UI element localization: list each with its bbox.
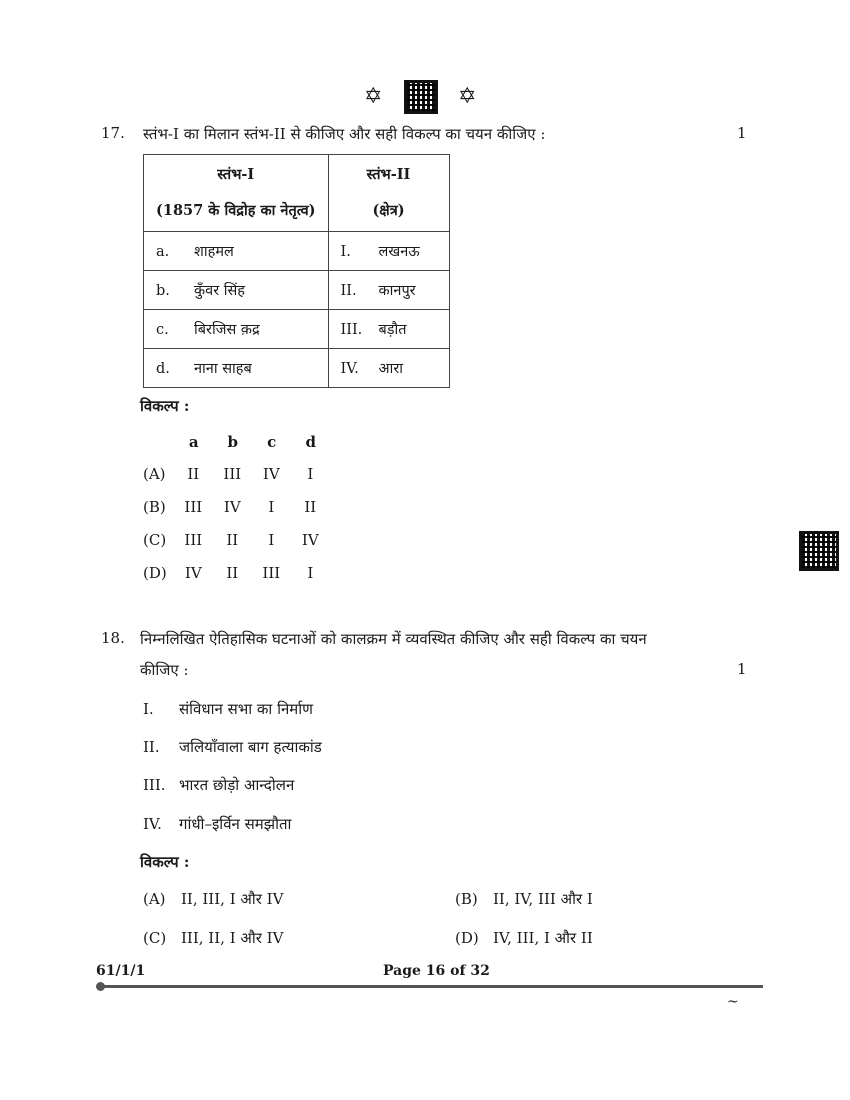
- q17-option-a: (A) II III IV I: [143, 465, 314, 483]
- q18-event: IV. गांधी–इर्विन समझौता: [143, 815, 292, 833]
- q17-option-header: a b c d: [188, 433, 316, 451]
- page-number: Page 16 of 32: [383, 963, 490, 979]
- q18-text-line1: निम्नलिखित ऐतिहासिक घटनाओं को कालक्रम में व्यवस्थित कीजिए और सही विकल्प का चयन: [140, 630, 647, 648]
- star-of-david-icon-left: ✡: [364, 84, 383, 109]
- q17-text: स्तंभ-I का मिलान स्तंभ-II से कीजिए और सही विकल्प का चयन कीजिए :: [143, 125, 546, 143]
- footer-tilde: ~: [727, 994, 739, 1010]
- q18-number: 18.: [101, 629, 125, 647]
- q18-option-b: (B) II, IV, III और I: [455, 890, 593, 908]
- paper-code: 61/1/1: [96, 963, 146, 979]
- q18-options-label: विकल्प :: [140, 853, 190, 871]
- q18-marks: 1: [737, 660, 747, 678]
- q17-options-label: विकल्प :: [140, 397, 190, 415]
- q17-number: 17.: [101, 124, 125, 142]
- table-row: c. बिरजिस क़द्र III. बड़ौत: [144, 310, 450, 349]
- qr-code-icon-side: [799, 531, 839, 571]
- q17-option-c: (C) III II I IV: [143, 531, 319, 549]
- q18-text-line2: कीजिए :: [140, 661, 189, 679]
- table-row: b. कुँवर सिंह II. कानपुर: [144, 271, 450, 310]
- q18-option-a: (A) II, III, I और IV: [143, 890, 284, 908]
- col1-header: स्तंभ-I (1857 के विद्रोह का नेतृत्व): [144, 155, 329, 232]
- col2-header: स्तंभ-II (क्षेत्र): [328, 155, 449, 232]
- table-row: a. शाहमल I. लखनऊ: [144, 232, 450, 271]
- qr-code-icon-top: [404, 80, 438, 114]
- q18-option-d: (D) IV, III, I और II: [455, 929, 593, 947]
- q17-marks: 1: [737, 124, 747, 142]
- footer-rule: [104, 985, 763, 988]
- match-table: [143, 154, 450, 388]
- q17-option-d: (D) IV II III I: [143, 564, 314, 582]
- q17-option-b: (B) III IV I II: [143, 498, 317, 516]
- q18-event: III. भारत छोड़ो आन्दोलन: [143, 776, 295, 794]
- q18-event: I. संविधान सभा का निर्माण: [143, 700, 313, 718]
- table-row: d. नाना साहब IV. आरा: [144, 349, 450, 388]
- q18-option-c: (C) III, II, I और IV: [143, 929, 284, 947]
- star-of-david-icon-right: ✡: [458, 84, 477, 109]
- q18-event: II. जलियाँवाला बाग हत्याकांड: [143, 738, 322, 756]
